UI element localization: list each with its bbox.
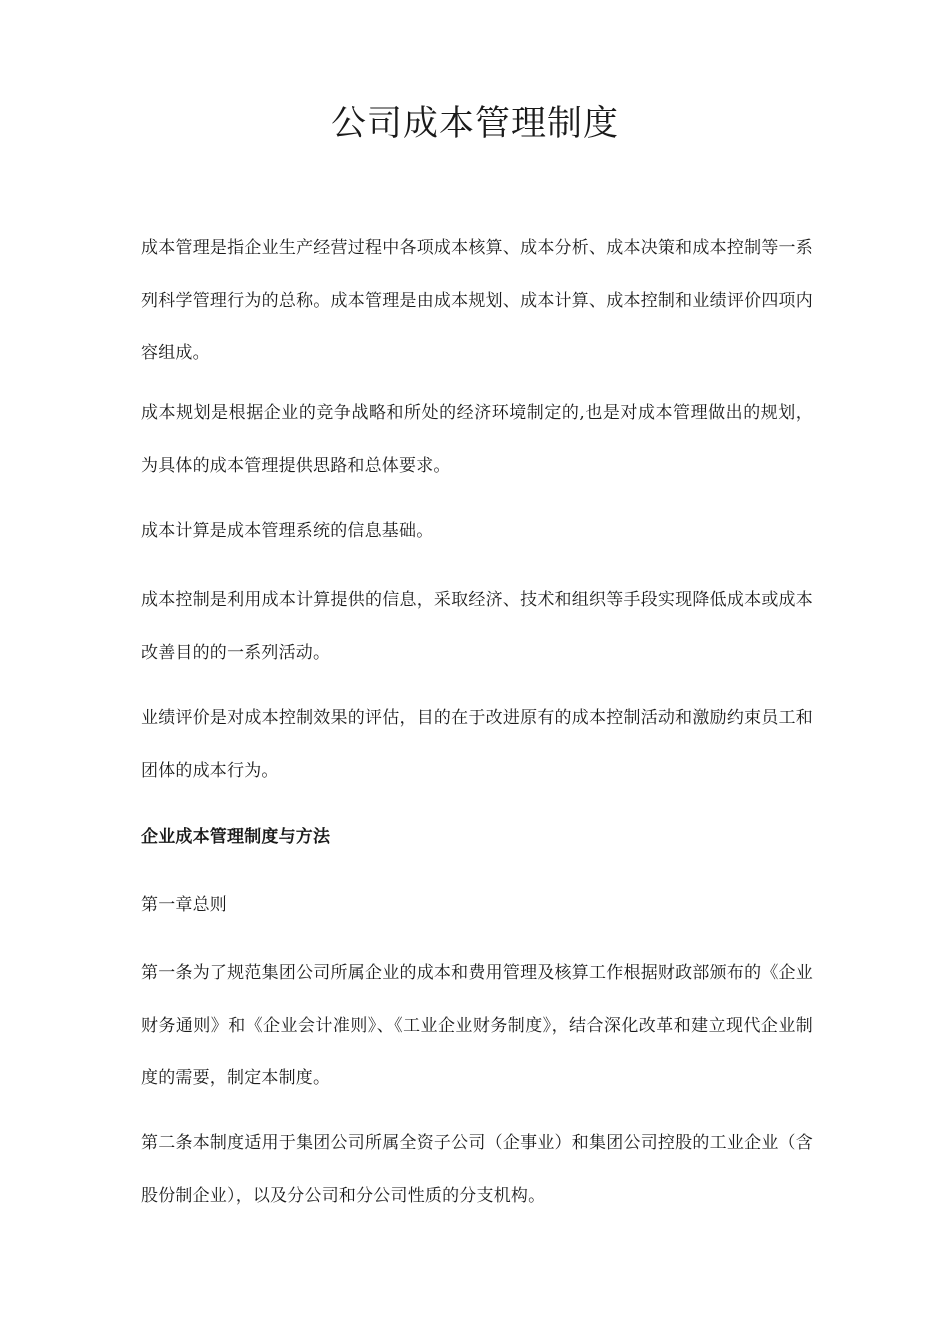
article-two: 第二条本制度适用于集团公司所属全资子公司（企事业）和集团公司控股的工业企业（含股份制企业），以及分公司和分公司性质的分支机构。 [141,1133,813,1206]
document-title: 公司成本管理制度 [330,104,619,144]
paragraph-cost-calculation: 成本计算是成本管理系统的信息基础。 [141,521,434,541]
paragraph-cost-planning: 成本规划是根据企业的竞争战略和所处的经济环境制定的,也是对成本管理做出的规划，为具体的成本管理提供思路和总体要求。 [141,403,813,476]
paragraph-performance-evaluation: 业绩评价是对成本控制效果的评估，目的在于改进原有的成本控制活动和激励约束员工和团体的成本行为。 [141,708,813,781]
section-heading: 企业成本管理制度与方法 [141,827,331,847]
paragraph-cost-control: 成本控制是利用成本计算提供的信息，采取经济、技术和组织等手段实现降低成本或成本改善目的的一系列活动。 [141,590,813,663]
chapter-heading: 第一章总则 [141,895,227,915]
paragraph-cost-management-definition: 成本管理是指企业生产经营过程中各项成本核算、成本分析、成本决策和成本控制等一系列科学管理行为的总称。成本管理是由成本规划、成本计算、成本控制和业绩评价四项内容组成。 [141,238,813,363]
article-one: 第一条为了规范集团公司所属企业的成本和费用管理及核算工作根据财政部颁布的《企业财务通则》和《企业会计准则》、《工业企业财务制度》，结合深化改革和建立现代企业制度的需要，制定本制度。 [141,963,813,1088]
